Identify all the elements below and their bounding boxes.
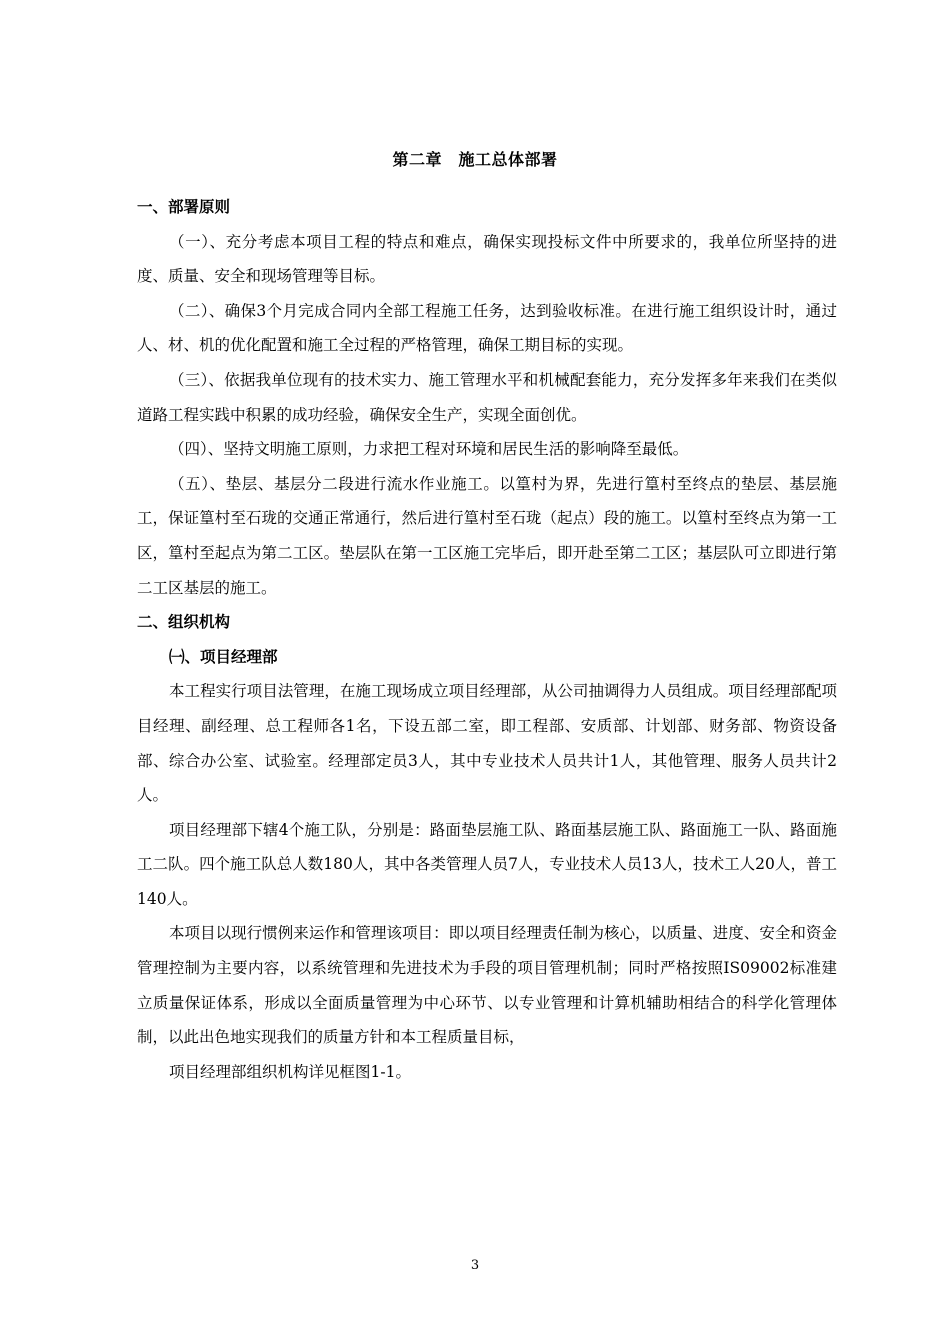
- paragraph: （三）、依据我单位现有的技术实力、施工管理水平和机械配套能力，充分发挥多年来我们在类似道路工程实践中积累的成功经验，确保安全生产，实现全面创优。: [137, 370, 837, 424]
- paragraph: 项目经理部组织机构详见框图1-1。: [169, 1062, 411, 1081]
- paragraph: 本项目以现行惯例来运作和管理该项目：即以项目经理责任制为核心，以质量、进度、安全和资金管理控制为主要内容，以系统管理和先进技术为手段的项目管理机制；同时严格按照IS09002标准建立质量保证体系，形成以全面质量管理为中心环节、以专业管理和计算机辅助相结合的科学化管理体制，以此出色地实现我们的质量方针和本工程质量目标，: [137, 924, 837, 1047]
- paragraph: 项目经理部下辖4个施工队，分别是：路面垫层施工队、路面基层施工队、路面施工一队、路面施工二队。四个施工队总人数180人，其中各类管理人员7人，专业技术人员13人，技术工人20人，普工140人。: [137, 820, 837, 908]
- chapter-title: 第二章 施工总体部署: [392, 150, 558, 169]
- paragraph: （二）、确保3个月完成合同内全部工程施工任务，达到验收标准。在进行施工组织设计时，通过人、材、机的优化配置和施工全过程的严格管理，确保工期目标的实现。: [137, 301, 837, 355]
- paragraph: （一）、充分考虑本项目工程的特点和难点，确保实现投标文件中所要求的，我单位所坚持的进度、质量、安全和现场管理等目标。: [137, 232, 837, 286]
- section-heading-organization: 二、组织机构: [137, 613, 231, 632]
- subsection-heading-project-dept: ㈠、项目经理部: [169, 647, 278, 666]
- paragraph: （四）、坚持文明施工原则，力求把工程对环境和居民生活的影响降至最低。: [169, 440, 689, 459]
- document-body: [137, 190, 837, 1089]
- section-heading-principles: 一、部署原则: [137, 198, 231, 216]
- page-number: 3: [470, 1258, 480, 1273]
- paragraph: 本工程实行项目法管理，在施工现场成立项目经理部，从公司抽调得力人员组成。项目经理部配项目经理、副经理、总工程师各1名，下设五部二室，即工程部、安质部、计划部、财务部、物资设备部、综合办公室、试验室。经理部定员3人，其中专业技术人员共计1人，其他管理、服务人员共计2人。: [137, 682, 837, 805]
- paragraph: （五）、垫层、基层分二段进行流水作业施工。以篁村为界，先进行篁村至终点的垫层、基层施工，保证篁村至石珑的交通正常通行，然后进行篁村至石珑（起点）段的施工。以篁村至终点为第一工区，篁村至起点为第二工区。垫层队在第一工区施工完毕后，即开赴至第二工区；基层队可立即进行第二工区基层的施工。: [137, 474, 837, 597]
